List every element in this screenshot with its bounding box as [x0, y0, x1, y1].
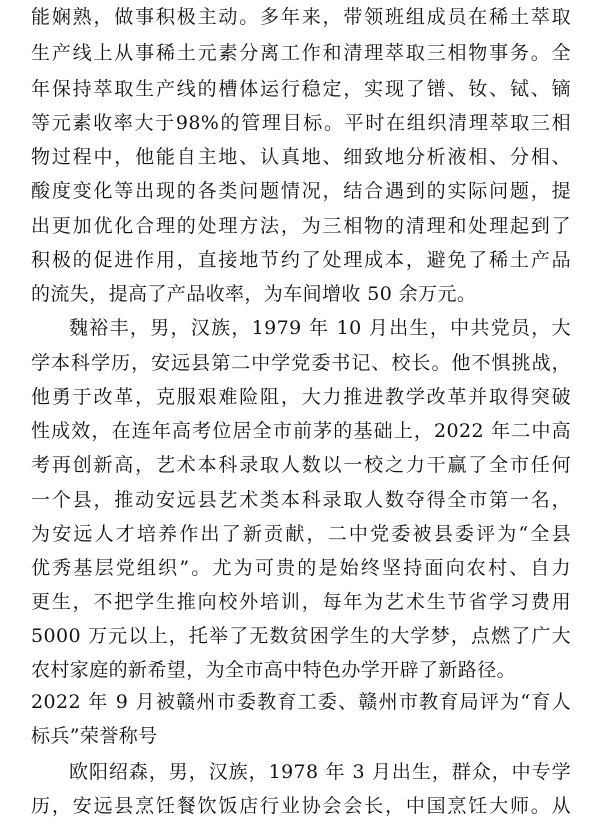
text-line-15: 一个县，推动安远县艺术类本科录取人数夺得全市第一名， [31, 489, 571, 511]
text-line-23: 欧阳绍森，男，汉族，1978 年 3 月出生，群众，中专学 [69, 761, 571, 783]
text-line-7: 出更加优化合理的处理方法，为三相物的清理和处理起到了 [31, 215, 571, 237]
text-line-22: 标兵”荣誉称号 [31, 725, 158, 747]
text-line-2: 生产线上从事稀土元素分离工作和清理萃取三相物事务。全 [31, 42, 571, 64]
text-line-21: 2022 年 9 月被赣州市委教育工委、赣州市教育局评为“育人 [31, 691, 571, 713]
text-line-9: 的流失，提高了产品收率，为车间增收 50 余万元。 [31, 283, 477, 305]
text-line-11: 学本科学历，安远县第二中学党委书记、校长。他不惧挑战， [31, 352, 571, 374]
text-line-3: 年保持萃取生产线的槽体运行稳定，实现了镨、钕、铽、镝 [31, 78, 571, 100]
text-line-8: 积极的促进作用，直接地节约了处理成本，避免了稀土产品 [31, 249, 571, 271]
text-line-16: 为安远人才培养作出了新贡献，二中党委被县委评为“全县 [31, 523, 571, 545]
text-line-17: 优秀基层党组织”。尤为可贵的是始终坚持面向农村、自力 [31, 557, 571, 579]
text-line-18: 更生，不把学生推向校外培训，每年为艺术生节省学习费用 [31, 591, 571, 613]
text-line-24: 历，安远县烹饪餐饮饭店行业协会会长，中国烹饪大师。从 [31, 795, 571, 817]
text-line-10: 魏裕丰，男，汉族，1979 年 10 月出生，中共党员，大 [69, 317, 571, 339]
text-line-6: 酸度变化等出现的各类问题情况，结合遇到的实际问题，提 [31, 180, 571, 202]
text-line-4: 等元素收率大于98%的管理目标。平时在组织清理萃取三相 [31, 112, 571, 134]
text-line-12: 他勇于改革，克服艰难险阻，大力推进教学改革并取得突破 [31, 386, 571, 408]
text-line-20: 农村家庭的新希望，为全市高中特色办学开辟了新路径。 [31, 659, 517, 681]
text-line-19: 5000 万元以上，托举了无数贫困学生的大学梦，点燃了广大 [31, 625, 571, 647]
text-line-14: 考再创新高，艺术本科录取人数以一校之力干赢了全市任何 [31, 454, 571, 476]
text-line-13: 性成效，在连年高考位居全市前茅的基础上，2022 年二中高 [31, 420, 571, 442]
text-line-1: 能娴熟，做事积极主动。多年来，带领班组成员在稀土萃取 [31, 6, 571, 28]
text-line-5: 物过程中，他能自主地、认真地、细致地分析液相、分相、 [31, 146, 571, 168]
